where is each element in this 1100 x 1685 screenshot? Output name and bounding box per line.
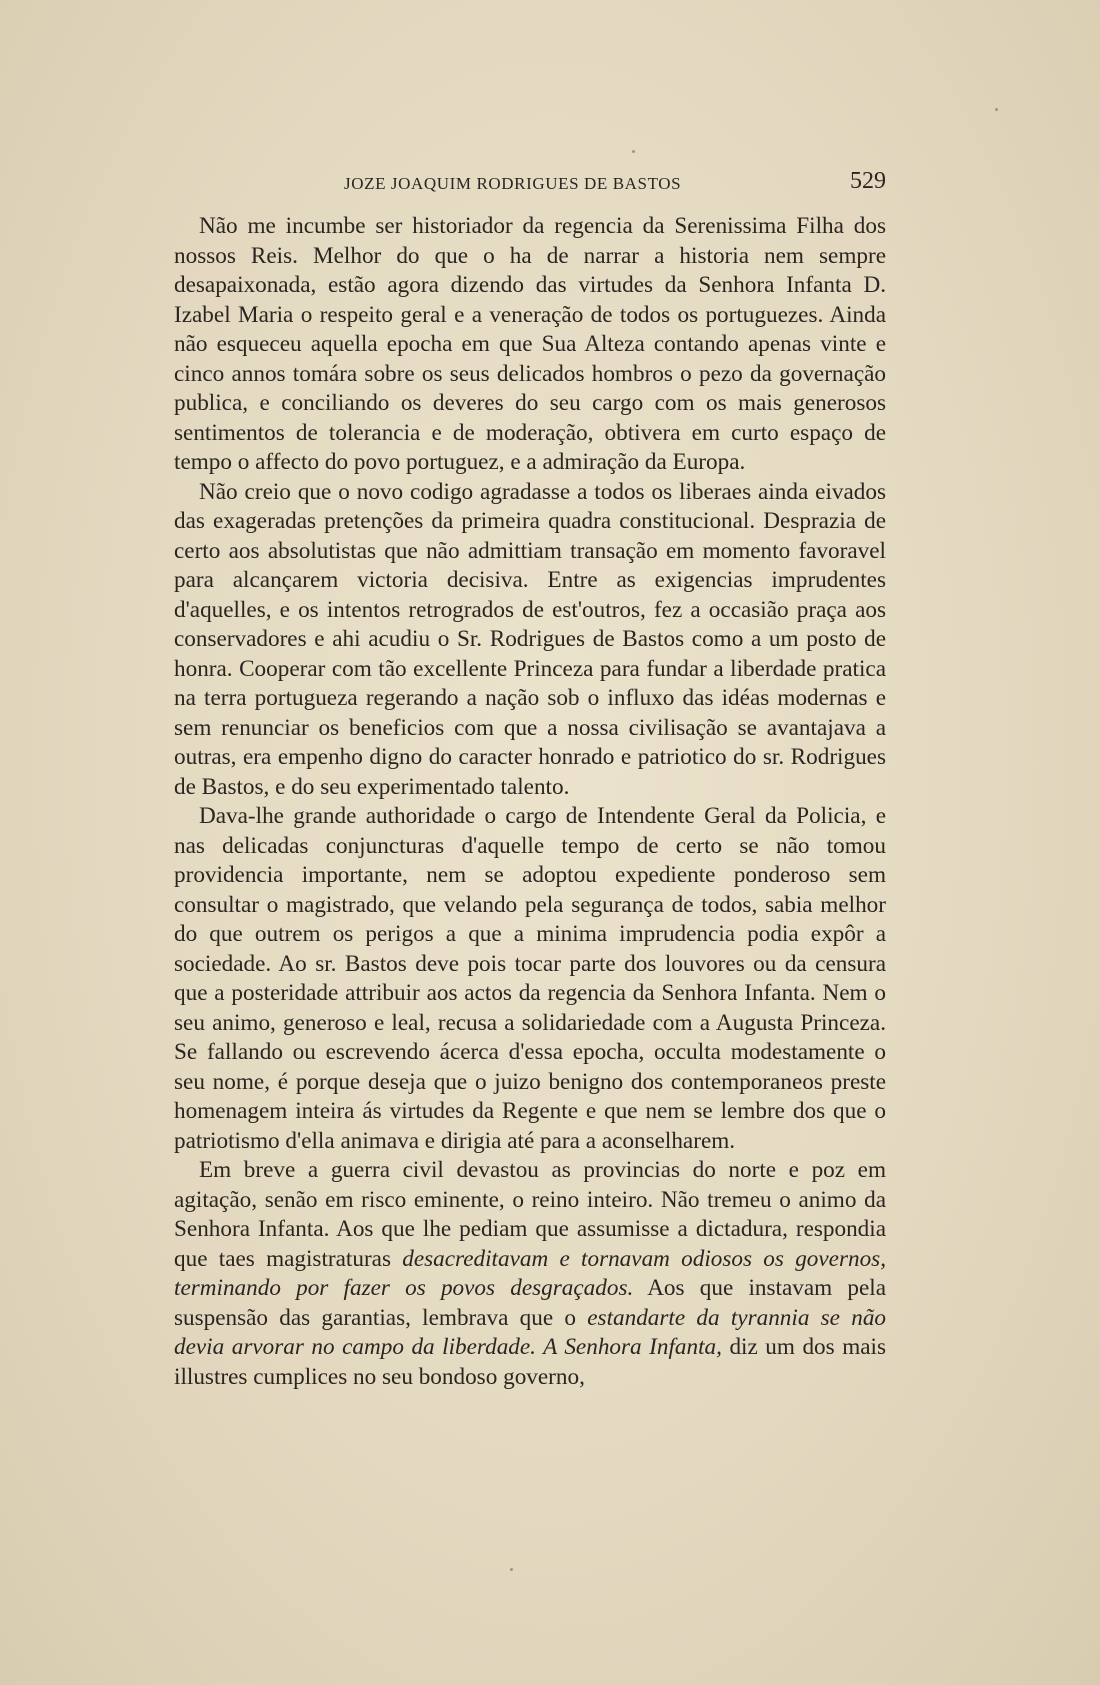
paragraph-civil-war [174, 1156, 886, 1392]
paper-speck [995, 108, 998, 111]
civil-war-lead: Em breve a guerra civil devastou as provincias do norte e poz em agitação, senão em risco eminente, o reino inteiro. Não tremeu o animo da Senhora Infanta. Aos que lhe pediam que assumisse a dictadura, respondia que taes magistraturas [174, 1157, 886, 1272]
quote-liberty: estandarte da tyrannia se não devia arvorar no campo da liberdade. A Senhora Infanta, [174, 1304, 887, 1360]
paragraph-police: Dava-lhe grande authoridade o cargo de Intendente Geral da Policia, e nas delicadas conjuncturas d'aquelle tempo de certo se não tomou providencia importante, nem se adoptou expediente ponderoso sem consultar o magistrado, que velando pela segurança de todos, sabia melhor do que outrem os perigos a que a minima imprudencia podia expôr a sociedade. Ao sr. Bastos deve pois tocar parte dos louvores ou da censura que a posteridade attribuir aos actos da regencia da Senhora Infanta. Nem o seu animo, generoso e leal, recusa a solidariedade com a Augusta Princeza. Se fallando ou escrevendo ácerca d'essa epocha, occulta modestamente o seu nome, é porque deseja que o juizo benigno dos contemporaneos preste homenagem inteira ás virtudes da Regente e que nem se lembre dos que o patriotismo d'ella animava e dirigia até para a aconselharem. [174, 803, 886, 1154]
body-text [174, 212, 886, 1392]
paper-speck [510, 1568, 513, 1571]
quote-dictatorship: desacreditavam e tornavam odiosos os governos, terminando por fazer os povos desgraçados. [174, 1245, 886, 1301]
civil-war-tail: diz um dos mais illustres cumplices no seu bondoso governo, [174, 1334, 886, 1390]
page-number: 529 [850, 168, 886, 194]
civil-war-mid: Aos que instavam pela suspensão das garantias, lembrava que o [174, 1275, 886, 1331]
paragraph-code: Não creio que o novo codigo agradasse a todos os liberaes ainda eivados das exageradas pretenções da primeira quadra constitucional. Desprazia de certo aos absolutistas que não admittiam transação em momento favoravel para alcançarem victoria decisiva. Entre as exigencias imprudentes d'aquelles, e os intentos retrogrados de est'outros, fez a occasião praça aos conservadores e ahi acudiu o Sr. Rodrigues de Bastos como a um posto de honra. Cooperar com tão excellente Princeza para fundar a liberdade pratica na terra portugueza regerando a nação sob o influxo das idéas modernas e sem renunciar os beneficios com que a nossa civilisação se avantajava a outras, era empenho digno do caracter honrado e patriotico do sr. Rodrigues de Bastos, e do seu experimentado talento. [174, 478, 886, 800]
page-header [174, 168, 886, 202]
paragraph-regency: Não me incumbe ser historiador da regencia da Serenissima Filha dos nossos Reis. Melhor do que o ha de narrar a historia nem sempre desapaixonada, estão agora dizendo das virtudes da Senhora Infanta D. Izabel Maria o respeito geral e a veneração de todos os portuguezes. Ainda não esqueceu aquella epocha em que Sua Alteza contando apenas vinte e cinco annos tomára sobre os seus delicados hombros o pezo da governação publica, e conciliando os deveres do seu cargo com os mais generosos sentimentos de tolerancia e de moderação, obtivera em curto espaço de tempo o affecto do povo portuguez, e a admiração da Europa. [174, 213, 886, 475]
running-head: JOZE JOAQUIM RODRIGUES DE BASTOS [344, 174, 682, 193]
paper-speck [632, 150, 635, 153]
